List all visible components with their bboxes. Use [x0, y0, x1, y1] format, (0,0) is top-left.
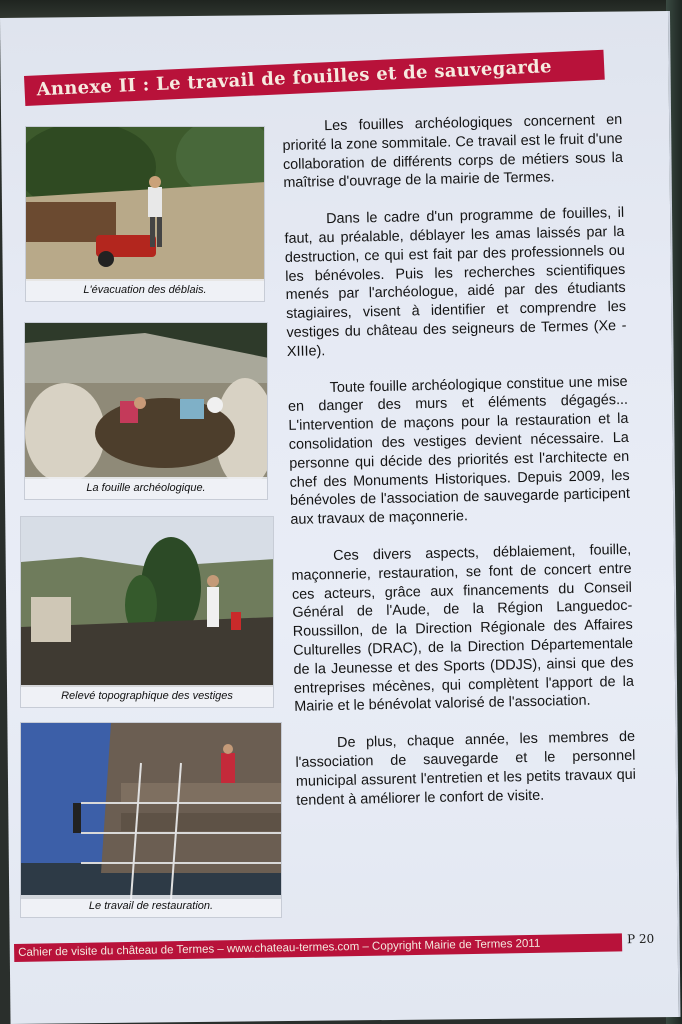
paragraph: Ces divers aspects, déblaiement, fouille, maçonnerie, restauration, se font de concert entre ces acteurs, grâce aux financements du Conseil Général de l'Aude, de la Région Languedoc-Roussillon, de la Direction Régionale des Affaires Culturelles (DRAC), de la Direction Départementale de la Jeunesse et des Sports (DDJS), ainsi que des entreprises mécènes, qui complètent l'apport de la Mairie et le bénévolat valorisé de l'association.	[291, 541, 635, 716]
photo-caption: Le travail de restauration.	[21, 895, 281, 917]
topographic-survey-image	[21, 517, 274, 687]
excavation-image	[25, 323, 268, 479]
photo-excavation	[24, 322, 268, 500]
photo-caption: La fouille archéologique.	[25, 477, 267, 499]
paragraph: Toute fouille archéologique constitue une mise en danger des murs et éléments dégagés... L'intervention de maçons pour la restauration et la consolidation des vestiges devient nécessaire. La personne qui décide des priorités est l'architecte en chef des Monuments Historiques. Depuis 2009, les bénévoles de l'association de sauvegarde participent aux travaux de maçonnerie.	[287, 373, 631, 529]
paragraph: De plus, chaque année, les membres de l'association de sauvegarde et le personnel municipal assurent l'entretien et les petits travaux qui tendent à améliorer le confort de visite.	[295, 728, 636, 809]
photo-caption: Relevé topographique des vestiges	[21, 685, 273, 707]
photo-topographic-survey	[20, 516, 274, 708]
photo-restoration	[20, 722, 282, 918]
photo-debris-removal	[25, 126, 265, 302]
body-text	[282, 111, 637, 828]
footer-copyright: Cahier de visite du château de Termes – www.chateau-termes.com – Copyright Mairie de Termes 2011	[14, 933, 622, 962]
debris-removal-image	[26, 127, 265, 281]
restoration-image	[21, 723, 282, 899]
paragraph: Dans le cadre d'un programme de fouilles, il faut, au préalable, déblayer les amas laissés par la destruction, ce qui est fait par des professionnels ou les bénévoles. Puis les recherches scientifiques menés par l'archéologue, aidé par des étudiants stagiaires, visent à identifier et comprendre les vestiges du château des seigneurs de Termes (Xe - XIIIe).	[284, 205, 627, 360]
photo-caption: L'évacuation des déblais.	[26, 279, 264, 301]
paragraph: Les fouilles archéologiques concernent en priorité la zone sommitale. Ce travail est le fruit d'une collaboration de différents corps de métiers sous la maîtrise d'ouvrage de la mairie de Termes.	[282, 111, 624, 192]
page-number: P 20	[626, 931, 655, 947]
page-title: Annexe II : Le travail de fouilles et de sauvegarde	[24, 50, 605, 106]
